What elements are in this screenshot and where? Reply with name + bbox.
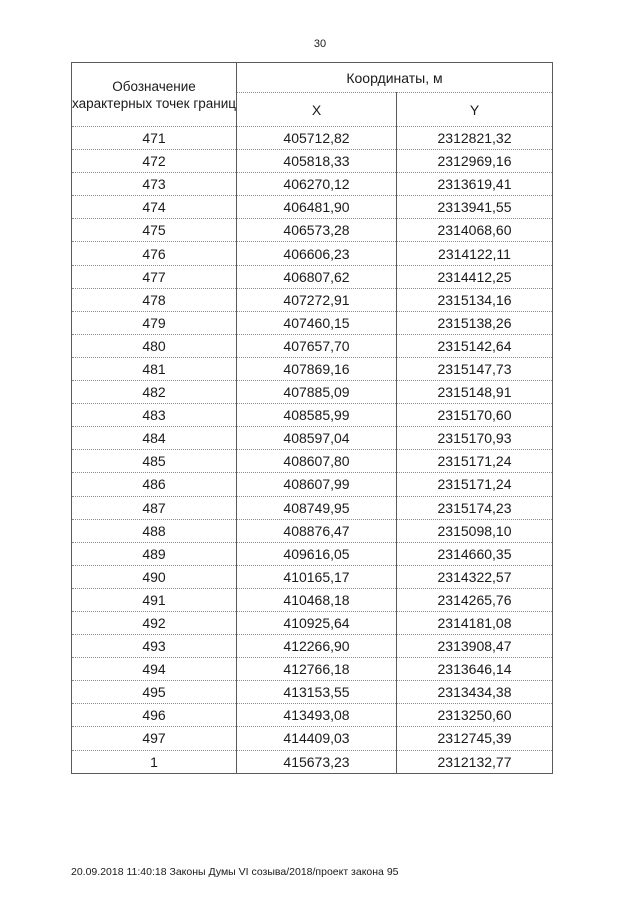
cell-point: 476 (72, 242, 237, 265)
table-row (72, 681, 553, 704)
cell-y: 2313619,41 (397, 173, 553, 196)
cell-y: 2315170,60 (397, 404, 553, 427)
cell-x: 412766,18 (237, 658, 397, 681)
cell-y: 2313646,14 (397, 658, 553, 681)
cell-point: 496 (72, 704, 237, 727)
cell-y: 2315171,24 (397, 473, 553, 496)
cell-point: 472 (72, 150, 237, 173)
cell-point: 481 (72, 357, 237, 380)
cell-point: 1 (72, 750, 237, 773)
cell-y: 2314322,57 (397, 565, 553, 588)
cell-x: 407657,70 (237, 334, 397, 357)
table-body (72, 127, 553, 774)
cell-x: 407885,09 (237, 381, 397, 404)
cell-x: 413493,08 (237, 704, 397, 727)
cell-y: 2313941,55 (397, 196, 553, 219)
cell-x: 415673,23 (237, 750, 397, 773)
cell-x: 408585,99 (237, 404, 397, 427)
table-row (72, 242, 553, 265)
page-number: 30 (313, 38, 327, 50)
cell-x: 406270,12 (237, 173, 397, 196)
cell-y: 2313250,60 (397, 704, 553, 727)
cell-point: 475 (72, 219, 237, 242)
table-row (72, 150, 553, 173)
cell-y: 2312821,32 (397, 127, 553, 150)
table-row (72, 196, 553, 219)
header-x: X (237, 93, 397, 127)
cell-x: 410165,17 (237, 565, 397, 588)
cell-x: 406606,23 (237, 242, 397, 265)
table-row (72, 704, 553, 727)
cell-y: 2315170,93 (397, 427, 553, 450)
cell-point: 495 (72, 681, 237, 704)
cell-point: 486 (72, 473, 237, 496)
cell-x: 414409,03 (237, 727, 397, 750)
header-points: Обозначение характерных точек границ (72, 63, 237, 127)
cell-point: 471 (72, 127, 237, 150)
table-row (72, 265, 553, 288)
footer-text: 20.09.2018 11:40:18 Законы Думы VI созыва/2018/проект закона 95 (71, 866, 399, 878)
table-row (72, 658, 553, 681)
cell-x: 406573,28 (237, 219, 397, 242)
table-row (72, 219, 553, 242)
cell-x: 408876,47 (237, 519, 397, 542)
cell-point: 478 (72, 288, 237, 311)
cell-y: 2315148,91 (397, 381, 553, 404)
cell-point: 480 (72, 334, 237, 357)
cell-point: 490 (72, 565, 237, 588)
cell-point: 473 (72, 173, 237, 196)
cell-point: 494 (72, 658, 237, 681)
cell-x: 413153,55 (237, 681, 397, 704)
header-coordinates: Координаты, м (237, 63, 553, 93)
table-row (72, 473, 553, 496)
cell-point: 482 (72, 381, 237, 404)
cell-y: 2315138,26 (397, 311, 553, 334)
table-row (72, 173, 553, 196)
cell-x: 406807,62 (237, 265, 397, 288)
cell-y: 2315134,16 (397, 288, 553, 311)
cell-x: 405818,33 (237, 150, 397, 173)
cell-x: 412266,90 (237, 635, 397, 658)
table-row (72, 381, 553, 404)
table-row (72, 127, 553, 150)
cell-y: 2314181,08 (397, 611, 553, 634)
cell-point: 491 (72, 588, 237, 611)
header-y: Y (397, 93, 553, 127)
cell-point: 484 (72, 427, 237, 450)
cell-y: 2315171,24 (397, 450, 553, 473)
cell-point: 488 (72, 519, 237, 542)
cell-point: 477 (72, 265, 237, 288)
cell-x: 408607,80 (237, 450, 397, 473)
table-row (72, 334, 553, 357)
cell-y: 2314660,35 (397, 542, 553, 565)
cell-y: 2312745,39 (397, 727, 553, 750)
table-row (72, 496, 553, 519)
table-row (72, 588, 553, 611)
cell-y: 2313908,47 (397, 635, 553, 658)
cell-point: 479 (72, 311, 237, 334)
cell-x: 406481,90 (237, 196, 397, 219)
cell-point: 492 (72, 611, 237, 634)
cell-y: 2312132,77 (397, 750, 553, 773)
cell-y: 2314068,60 (397, 219, 553, 242)
cell-y: 2313434,38 (397, 681, 553, 704)
coordinates-table (71, 62, 553, 774)
cell-y: 2312969,16 (397, 150, 553, 173)
cell-x: 410468,18 (237, 588, 397, 611)
cell-y: 2315142,64 (397, 334, 553, 357)
table-row (72, 542, 553, 565)
cell-x: 407869,16 (237, 357, 397, 380)
table-row (72, 611, 553, 634)
cell-x: 407460,15 (237, 311, 397, 334)
cell-point: 497 (72, 727, 237, 750)
table-row (72, 357, 553, 380)
cell-x: 407272,91 (237, 288, 397, 311)
cell-point: 485 (72, 450, 237, 473)
cell-x: 408749,95 (237, 496, 397, 519)
table-row (72, 727, 553, 750)
cell-y: 2315174,23 (397, 496, 553, 519)
cell-point: 487 (72, 496, 237, 519)
table-row (72, 635, 553, 658)
table-row (72, 519, 553, 542)
table-row (72, 750, 553, 773)
cell-x: 408597,04 (237, 427, 397, 450)
cell-y: 2315147,73 (397, 357, 553, 380)
cell-x: 409616,05 (237, 542, 397, 565)
cell-x: 405712,82 (237, 127, 397, 150)
cell-point: 489 (72, 542, 237, 565)
cell-x: 408607,99 (237, 473, 397, 496)
table-row (72, 565, 553, 588)
cell-y: 2314122,11 (397, 242, 553, 265)
cell-y: 2314265,76 (397, 588, 553, 611)
table-row (72, 404, 553, 427)
table-header (72, 63, 553, 127)
table-row (72, 288, 553, 311)
coordinates-table-container (71, 62, 552, 774)
cell-point: 483 (72, 404, 237, 427)
cell-x: 410925,64 (237, 611, 397, 634)
table-row (72, 450, 553, 473)
cell-y: 2314412,25 (397, 265, 553, 288)
cell-point: 474 (72, 196, 237, 219)
table-row (72, 427, 553, 450)
cell-y: 2315098,10 (397, 519, 553, 542)
cell-point: 493 (72, 635, 237, 658)
table-row (72, 311, 553, 334)
